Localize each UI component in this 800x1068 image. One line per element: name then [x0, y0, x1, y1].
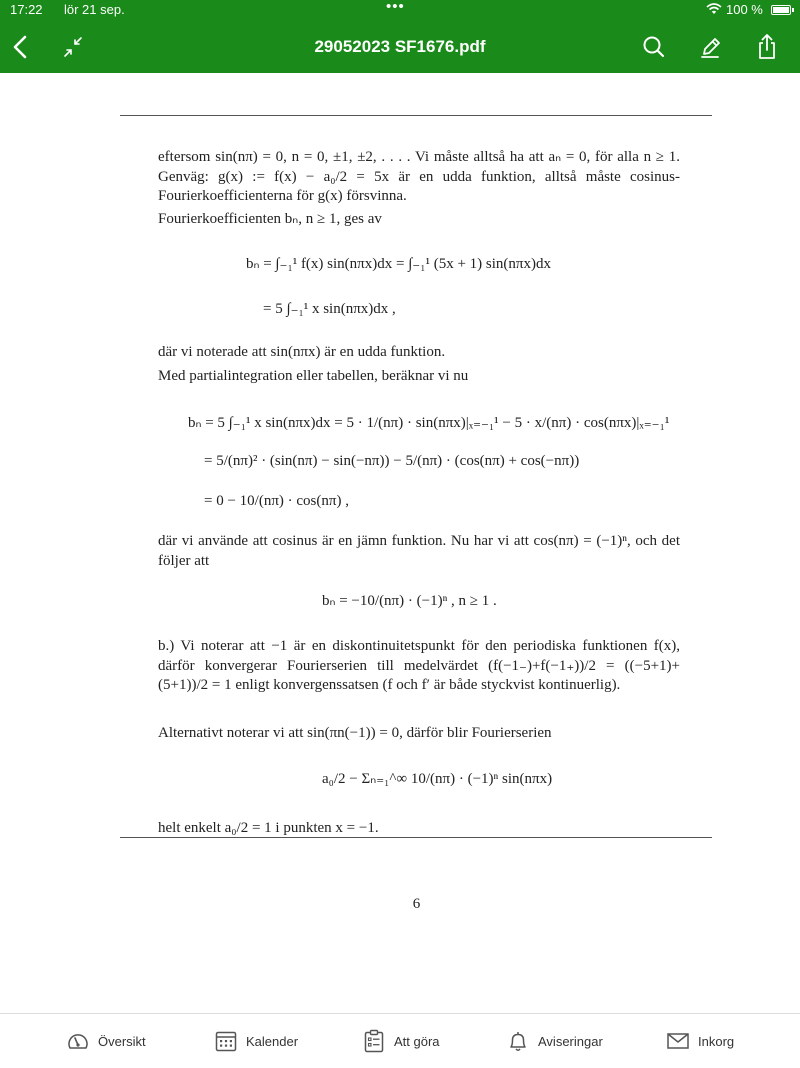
paragraph-2: Fourierkoefficienten bₙ, n ≥ 1, ges av	[158, 211, 382, 227]
equation-4: a₀/2 − Σₙ₌₁^∞ 10/(nπ) · (−1)ⁿ sin(nπx)	[322, 771, 553, 787]
header-rule	[120, 115, 712, 116]
status-date: lör 21 sep.	[64, 2, 125, 17]
envelope-icon	[666, 1029, 690, 1053]
tab-inkorg[interactable]	[666, 1028, 734, 1054]
paragraph-6: b.) Vi noterar att −1 är en diskontinuitetspunkt för den periodiska funktionen f(x), därför konvergerar Fourierserien till medelvärdet (f(−1₋)+f(−1₊))/2 = ((−5+1)+(5+1))/2 = 1 enligt konvergenssatsen (f och f′ är både styckvist kontinuerlig).	[158, 638, 680, 693]
markup-pen-icon[interactable]	[695, 32, 725, 62]
battery-percent: 100 %	[726, 2, 763, 17]
share-icon[interactable]	[752, 32, 782, 62]
equation-3: bₙ = −10/(nπ) · (−1)ⁿ , n ≥ 1 .	[322, 593, 497, 609]
paragraph-3: där vi noterade att sin(nπx) är en udda funktion.	[158, 344, 446, 360]
equation-2-line-1: bₙ = 5 ∫₋₁¹ x sin(nπx)dx = 5 · 1/(nπ) · sin(nπx)|ₓ₌₋₁¹ − 5 · x/(nπ) · cos(nπx)|ₓ₌₋₁¹	[188, 415, 670, 431]
equation-2-line-2: = 5/(nπ)² · (sin(nπ) − sin(−nπ)) − 5/(nπ) · (cos(nπ) + cos(−nπ))	[204, 453, 580, 469]
battery-icon	[771, 5, 791, 15]
tab-kalender[interactable]	[214, 1028, 298, 1054]
bell-icon	[506, 1029, 530, 1053]
paragraph-7: Alternativt noterar vi att sin(πn(−1)) = 0, därför blir Fourierserien	[158, 725, 552, 741]
document-title: 29052023 SF1676.pdf	[314, 37, 486, 56]
search-icon[interactable]	[639, 32, 669, 62]
tab-label: Översikt	[98, 1033, 146, 1049]
tab-label: Inkorg	[698, 1033, 735, 1049]
status-time: 17:22	[10, 2, 43, 17]
tab-label: Att göra	[394, 1033, 440, 1049]
pdf-page[interactable]	[0, 73, 800, 1013]
gauge-icon	[66, 1029, 90, 1053]
equation-2-line-3: = 0 − 10/(nπ) · cos(nπ) ,	[204, 493, 349, 509]
clipboard-icon	[362, 1029, 386, 1053]
tab-aviseringar[interactable]	[506, 1028, 603, 1054]
paragraph-4: Med partialintegration eller tabellen, beräknar vi nu	[158, 368, 469, 384]
tab-label: Aviseringar	[538, 1033, 603, 1049]
calendar-icon	[214, 1029, 238, 1053]
tab-bar	[0, 1013, 800, 1068]
paragraph-1: eftersom sin(nπ) = 0, n = 0, ±1, ±2, . . . . Vi måste alltså ha att aₙ = 0, för alla n ≥ 1. Genväg: g(x) := f(x) − a₀/2 = 5x är en udda funktion, alltså måste cosinus-Fourierkoefficienterna för g(x) försvinna.	[158, 149, 680, 204]
wifi-icon	[706, 3, 722, 15]
tab-label: Kalender	[246, 1033, 299, 1049]
equation-1-line-1: bₙ = ∫₋₁¹ f(x) sin(nπx)dx = ∫₋₁¹ (5x + 1) sin(nπx)dx	[246, 256, 551, 272]
equation-1-line-2: = 5 ∫₋₁¹ x sin(nπx)dx ,	[263, 301, 396, 317]
top-toolbar	[0, 20, 800, 73]
tab-oversikt[interactable]	[66, 1028, 146, 1054]
battery-tip	[792, 8, 794, 12]
multitasking-dots-icon[interactable]: •••	[386, 0, 405, 15]
footer-rule	[120, 837, 712, 838]
tab-att-gora[interactable]	[362, 1028, 440, 1054]
paragraph-5: där vi använde att cosinus är en jämn funktion. Nu har vi att cos(nπ) = (−1)ⁿ, och det följer att	[158, 533, 680, 569]
paragraph-8: helt enkelt a₀/2 = 1 i punkten x = −1.	[158, 820, 379, 836]
page-number: 6	[412, 896, 421, 912]
status-bar	[0, 0, 800, 20]
